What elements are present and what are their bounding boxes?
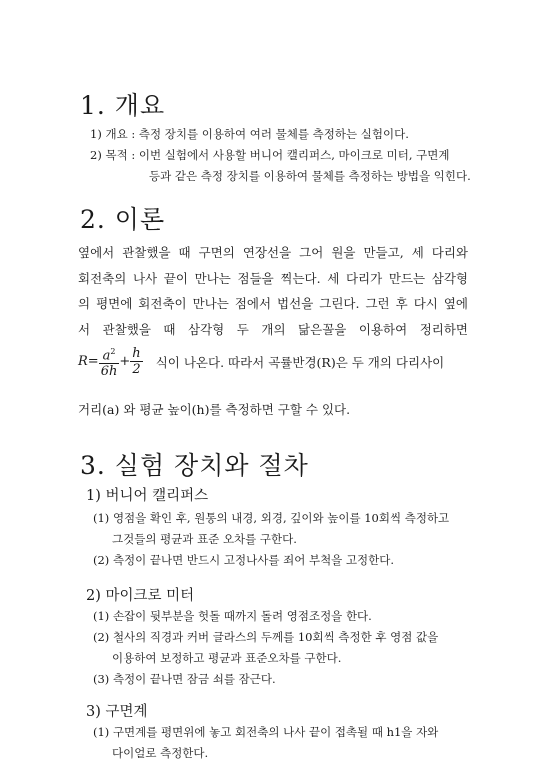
formula-equals: = [87,354,99,370]
spherometer-step-1-line-2: 다이얼로 측정한다. [112,746,209,760]
formula-num-1: a [102,348,111,364]
subsection-vernier-heading: 1) 버니어 캘리퍼스 [86,488,209,504]
vernier-step-2: (2) 측정이 끝나면 반드시 고정나사를 죄어 부척을 고정한다. [93,553,395,567]
theory-line-3: 의 평면에 회전축이 만나는 점에서 법선을 그린다. 그런 후 다시 옆에 [78,296,468,311]
spherometer-step-1-line-1: (1) 구면계를 평면위에 놓고 회전축의 나사 끝이 접촉될 때 h1을 자와 [93,725,439,739]
theory-paragraph [78,240,468,342]
purpose-item-line-1: 2) 목적 : 이번 실험에서 사용할 버니어 캘리퍼스, 마이크로 미터, 구면계 [90,148,450,162]
formula-plus: + [119,354,131,370]
section-2-heading: 2. 이론 [80,205,166,234]
theory-after-formula: 식이 나온다. 따라서 곡률반경(R)은 두 개의 다리사이 [155,354,445,370]
formula-fraction-2 [130,346,142,377]
micrometer-step-1: (1) 손잡이 뒷부분을 헛돌 때까지 돌려 영점조정을 한다. [93,609,372,623]
curvature-formula-row [78,344,478,394]
theory-line-2: 회전축의 나사 끝이 만나는 점들을 찍는다. 세 다리가 만드는 삼각형 [78,270,468,286]
theory-last-line: 거리(a) 와 평균 높이(h)를 측정하면 구할 수 있다. [78,402,351,417]
section-1-heading: 1. 개요 [80,91,166,120]
formula-exponent: 2 [110,347,116,356]
formula-lhs: R [78,354,88,370]
formula-den-1: 6h [100,364,118,380]
formula-fraction-1 [99,344,120,379]
formula-den-2: 2 [132,362,141,378]
subsection-spherometer-heading: 3) 구면계 [86,704,148,720]
micrometer-step-2-line-1: (2) 철사의 직경과 커버 글라스의 두께를 10회씩 측정한 후 영점 값을 [93,630,439,644]
vernier-step-1-line-2: 그것들의 평균과 표준 오차를 구한다. [112,532,297,546]
theory-line-4: 서 관찰했을 때 삼각형 두 개의 닮은꼴을 이용하여 정리하면 [78,321,468,337]
micrometer-step-3: (3) 측정이 끝나면 잠금 쇠를 잠근다. [93,672,276,686]
section-3-heading: 3. 실험 장치와 절차 [80,451,309,480]
curvature-formula [78,344,143,379]
purpose-item-line-2: 등과 같은 측정 장치를 이용하여 물체를 측정하는 방법을 익힌다. [149,169,471,183]
formula-num-2: h [132,346,141,362]
micrometer-step-2-line-2: 이용하여 보정하고 평균과 표준오차를 구한다. [112,651,342,665]
subsection-micrometer-heading: 2) 마이크로 미터 [86,588,195,604]
overview-item: 1) 개요 : 측정 장치를 이용하여 여러 물체를 측정하는 실험이다. [90,127,409,141]
theory-line-1: 옆에서 관찰했을 때 구면의 연장선을 그어 원을 만들고, 세 다리와 [78,245,468,260]
vernier-step-1-line-1: (1) 영점을 확인 후, 원통의 내경, 외경, 깊이와 높이를 10회씩 측정하고 [93,511,450,525]
